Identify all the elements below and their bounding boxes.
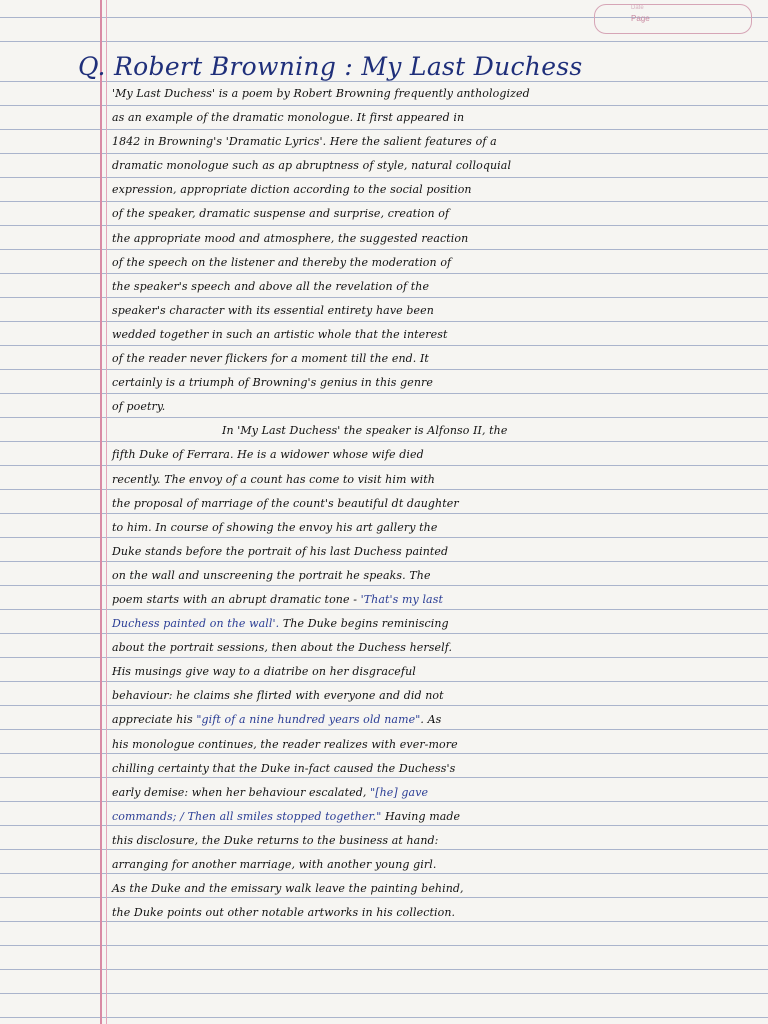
line-text: certainly is a triumph of Browning's genius in this genre xyxy=(112,376,433,390)
line-text: of the speaker, dramatic suspense and surprise, creation of xyxy=(112,207,450,221)
text-line xyxy=(112,347,762,371)
text-line xyxy=(112,371,762,395)
text-line xyxy=(112,829,762,853)
text-line xyxy=(112,275,762,299)
line-text: 1842 in Browning's 'Dramatic Lyrics'. Here the salient features of a xyxy=(112,135,497,149)
line-text: arranging for another marriage, with another young girl. xyxy=(112,858,437,871)
line-text: on the wall and unscreening the portrait he speaks. The xyxy=(112,568,431,582)
line-text: behaviour: he claims she flirted with everyone and did not xyxy=(112,689,444,703)
line-text: As the Duke and the emissary walk leave the painting behind, xyxy=(112,882,464,896)
text-line xyxy=(112,492,762,516)
line-text: of poetry. xyxy=(112,400,166,414)
line-text: Having made xyxy=(381,809,461,823)
text-line xyxy=(112,395,762,419)
page-label: Page xyxy=(631,14,650,23)
line-text: to him. In course of showing the envoy his art gallery the xyxy=(112,520,438,534)
text-line xyxy=(112,443,762,467)
line-text: his monologue continues, the reader realizes with ever-more xyxy=(112,737,458,751)
text-line xyxy=(112,588,762,612)
line-text: The Duke begins reminiscing xyxy=(279,617,449,631)
line-text: In 'My Last Duchess' the speaker is Alfonso II, the xyxy=(222,424,508,438)
text-line xyxy=(112,660,762,684)
text-line xyxy=(112,419,762,443)
line-text: 'My Last Duchess' is a poem by Robert Browning frequently anthologized xyxy=(112,87,530,100)
date-page-box xyxy=(594,4,752,34)
text-line xyxy=(112,708,762,732)
text-line xyxy=(112,299,762,323)
text-line xyxy=(112,877,762,901)
line-text: of the reader never flickers for a moment till the end. It xyxy=(112,352,429,366)
line-text: dramatic monologue such as ap abruptness of style, natural colloquial xyxy=(112,159,512,173)
line-text: His musings give way to a diatribe on her disgraceful xyxy=(112,665,416,679)
line-text: the appropriate mood and atmosphere, the suggested reaction xyxy=(112,231,469,245)
text-line xyxy=(112,323,762,347)
line-text: as an example of the dramatic monologue. It first appeared in xyxy=(112,111,465,125)
line-text: of the speech on the listener and thereby the moderation of xyxy=(112,255,452,269)
text-line xyxy=(112,227,762,251)
line-text: wedded together in such an artistic whole that the interest xyxy=(112,327,448,341)
text-line xyxy=(112,154,762,178)
line-text: fifth Duke of Ferrara. He is a widower whose wife died xyxy=(112,448,424,462)
line-text: expression, appropriate diction according to the social position xyxy=(112,183,472,197)
poem-quote: "gift of a nine hundred years old name" xyxy=(196,713,421,727)
text-line xyxy=(112,733,762,757)
text-line xyxy=(112,853,762,877)
text-line xyxy=(112,178,762,202)
poem-quote: 'That's my last xyxy=(360,592,443,606)
text-line xyxy=(112,106,762,130)
text-line xyxy=(112,612,762,636)
text-line xyxy=(112,901,762,925)
line-text: about the portrait sessions, then about the Duchess herself. xyxy=(112,641,453,655)
line-text: poem starts with an abrupt dramatic tone - xyxy=(112,592,361,606)
line-text: chilling certainty that the Duke in-fact caused the Duchess's xyxy=(112,761,456,775)
line-text: speaker's character with its essential entirety have been xyxy=(112,303,434,317)
text-line xyxy=(112,757,762,781)
text-line xyxy=(112,251,762,275)
line-text: the Duke points out other notable artworks in his collection. xyxy=(112,906,456,920)
date-label: Date xyxy=(631,5,644,11)
text-line xyxy=(112,781,762,805)
line-text: this disclosure, the Duke returns to the business at hand: xyxy=(112,833,439,847)
poem-quote: "[he] gave xyxy=(370,785,429,799)
text-line xyxy=(112,636,762,660)
essay-body xyxy=(112,82,762,925)
poem-quote: commands; / Then all smiles stopped together." xyxy=(112,809,382,823)
text-line xyxy=(112,684,762,708)
text-line xyxy=(112,202,762,226)
text-line xyxy=(112,540,762,564)
text-line xyxy=(112,516,762,540)
line-text: the speaker's speech and above all the revelation of the xyxy=(112,279,430,293)
text-line xyxy=(112,82,762,106)
line-text: the proposal of marriage of the count's beautiful dt daughter xyxy=(112,496,459,510)
poem-quote: Duchess painted on the wall'. xyxy=(112,617,280,631)
essay-title: Q. Robert Browning : My Last Duchess xyxy=(78,52,583,81)
text-line xyxy=(112,564,762,588)
line-text: appreciate his xyxy=(112,713,197,727)
line-text: early demise: when her behaviour escalated, xyxy=(112,785,371,799)
text-line xyxy=(112,130,762,154)
line-text: recently. The envoy of a count has come to visit him with xyxy=(112,472,435,486)
text-line xyxy=(112,468,762,492)
line-text: . As xyxy=(420,713,442,727)
line-text: Duke stands before the portrait of his last Duchess painted xyxy=(112,544,449,558)
text-line xyxy=(112,805,762,829)
